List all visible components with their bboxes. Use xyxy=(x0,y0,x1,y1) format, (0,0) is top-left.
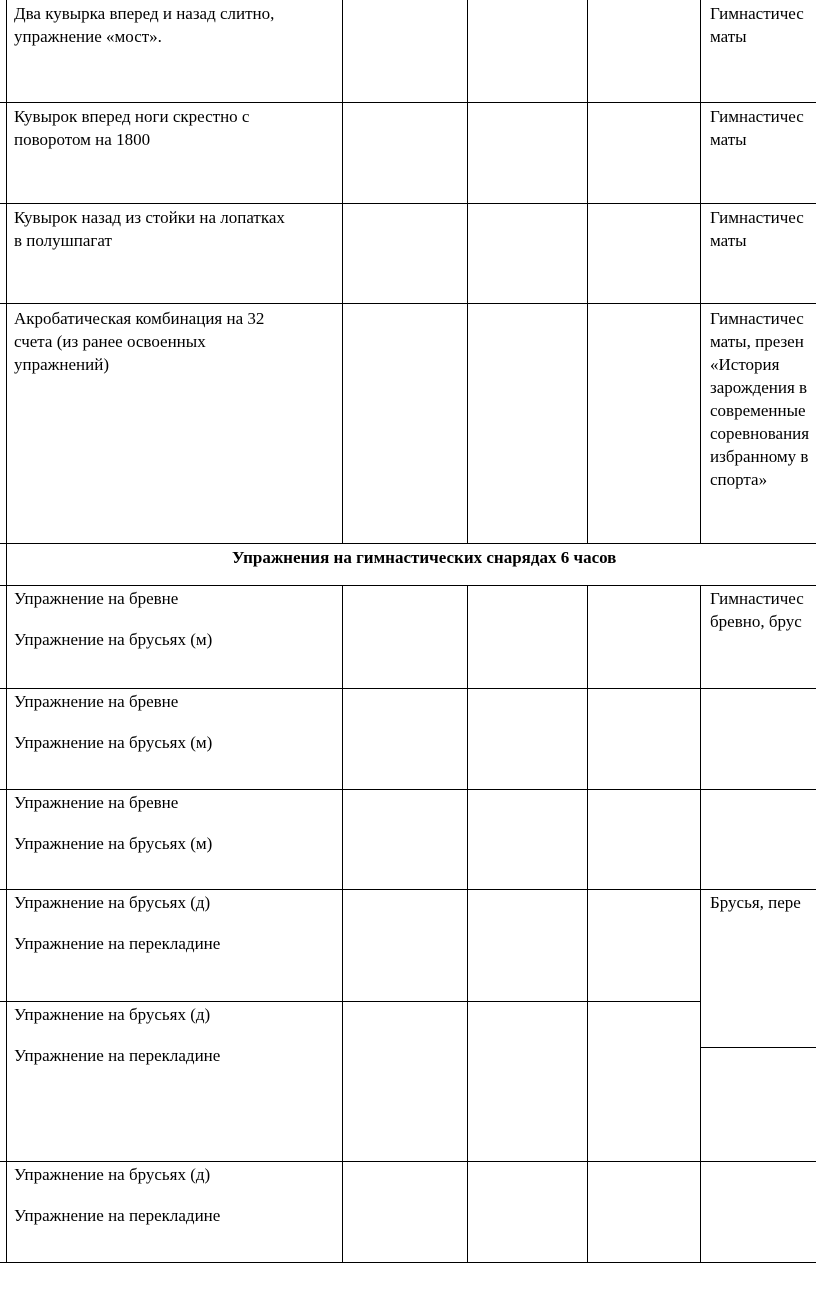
exercise-cell xyxy=(14,891,220,955)
equipment-text: Гимнастичес xyxy=(710,208,804,227)
row-divider xyxy=(0,585,816,586)
equipment-text: бревно, брус xyxy=(710,612,802,631)
equipment-text: зарождения в xyxy=(710,378,808,397)
table-border-bottom xyxy=(0,1262,816,1263)
exercise-text: Упражнение на брусьях (д) xyxy=(14,1165,211,1184)
row-divider xyxy=(0,889,816,890)
exercise-text: в полушпагат xyxy=(14,231,112,250)
column-divider xyxy=(587,0,588,543)
row-divider xyxy=(0,1161,816,1162)
exercise-text: Акробатическая комбинация на 32 xyxy=(14,309,265,328)
exercise-text: Упражнение на перекладине xyxy=(14,934,221,953)
exercise-cell xyxy=(14,2,274,48)
exercise-cell xyxy=(14,587,212,651)
equipment-text: маты, презен xyxy=(710,332,804,351)
equipment-text: маты xyxy=(710,130,747,149)
exercise-text: Два кувырка вперед и назад слитно, xyxy=(14,4,275,23)
exercise-cell xyxy=(14,307,264,376)
exercise-text: упражнений) xyxy=(14,355,109,374)
row-divider xyxy=(700,1047,816,1048)
exercise-text: Кувырок назад из стойки на лопатках xyxy=(14,208,285,227)
exercise-cell xyxy=(14,791,212,855)
row-divider xyxy=(0,203,816,204)
equipment-text: Гимнастичес xyxy=(710,589,804,608)
equipment-text: маты xyxy=(710,27,747,46)
row-divider xyxy=(0,789,816,790)
equipment-text: современные xyxy=(710,401,806,420)
exercise-text: Упражнение на брусьях (д) xyxy=(14,893,211,912)
exercise-text: Упражнение на бревне xyxy=(14,793,179,812)
equipment-text: «История xyxy=(710,355,780,374)
equipment-text: Брусья, пере xyxy=(710,893,801,912)
row-divider xyxy=(0,543,816,544)
equipment-text: избранному в xyxy=(710,447,809,466)
row-divider xyxy=(0,303,816,304)
exercise-text: Упражнение на бревне xyxy=(14,589,179,608)
exercise-cell xyxy=(14,1163,220,1227)
equipment-text: Гимнастичес xyxy=(710,4,804,23)
equipment-cell xyxy=(710,105,804,151)
column-divider xyxy=(467,0,468,543)
equipment-cell xyxy=(710,891,801,914)
equipment-text: соревнования xyxy=(710,424,810,443)
exercise-cell xyxy=(14,206,285,252)
column-divider xyxy=(342,0,343,543)
exercise-cell xyxy=(14,105,249,151)
exercise-text: Упражнение на брусьях (м) xyxy=(14,630,213,649)
equipment-cell xyxy=(710,2,804,48)
exercise-text: счета (из ранее освоенных xyxy=(14,332,206,351)
exercise-text: Кувырок вперед ноги скрестно с xyxy=(14,107,250,126)
exercise-text: Упражнение на брусьях (м) xyxy=(14,733,213,752)
equipment-cell xyxy=(710,587,804,633)
column-divider xyxy=(700,0,701,543)
row-divider xyxy=(0,102,816,103)
exercise-cell xyxy=(14,1003,220,1067)
equipment-cell xyxy=(710,307,809,491)
section-header: Упражнения на гимнастических снарядах 6 часов xyxy=(232,548,617,567)
table-border-left xyxy=(6,0,7,1263)
equipment-text: Гимнастичес xyxy=(710,107,804,126)
exercise-text: Упражнение на брусьях (м) xyxy=(14,834,213,853)
equipment-text: спорта» xyxy=(710,470,768,489)
exercise-cell xyxy=(14,690,212,754)
equipment-text: Гимнастичес xyxy=(710,309,804,328)
exercise-text: упражнение «мост». xyxy=(14,27,162,46)
equipment-cell xyxy=(710,206,804,252)
exercise-text: Упражнение на бревне xyxy=(14,692,179,711)
row-divider xyxy=(0,1001,700,1002)
equipment-text: маты xyxy=(710,231,747,250)
exercise-text: Упражнение на перекладине xyxy=(14,1206,221,1225)
exercise-text: Упражнение на брусьях (д) xyxy=(14,1005,211,1024)
row-divider xyxy=(0,688,816,689)
exercise-text: поворотом на 1800 xyxy=(14,130,151,149)
exercise-text: Упражнение на перекладине xyxy=(14,1046,221,1065)
